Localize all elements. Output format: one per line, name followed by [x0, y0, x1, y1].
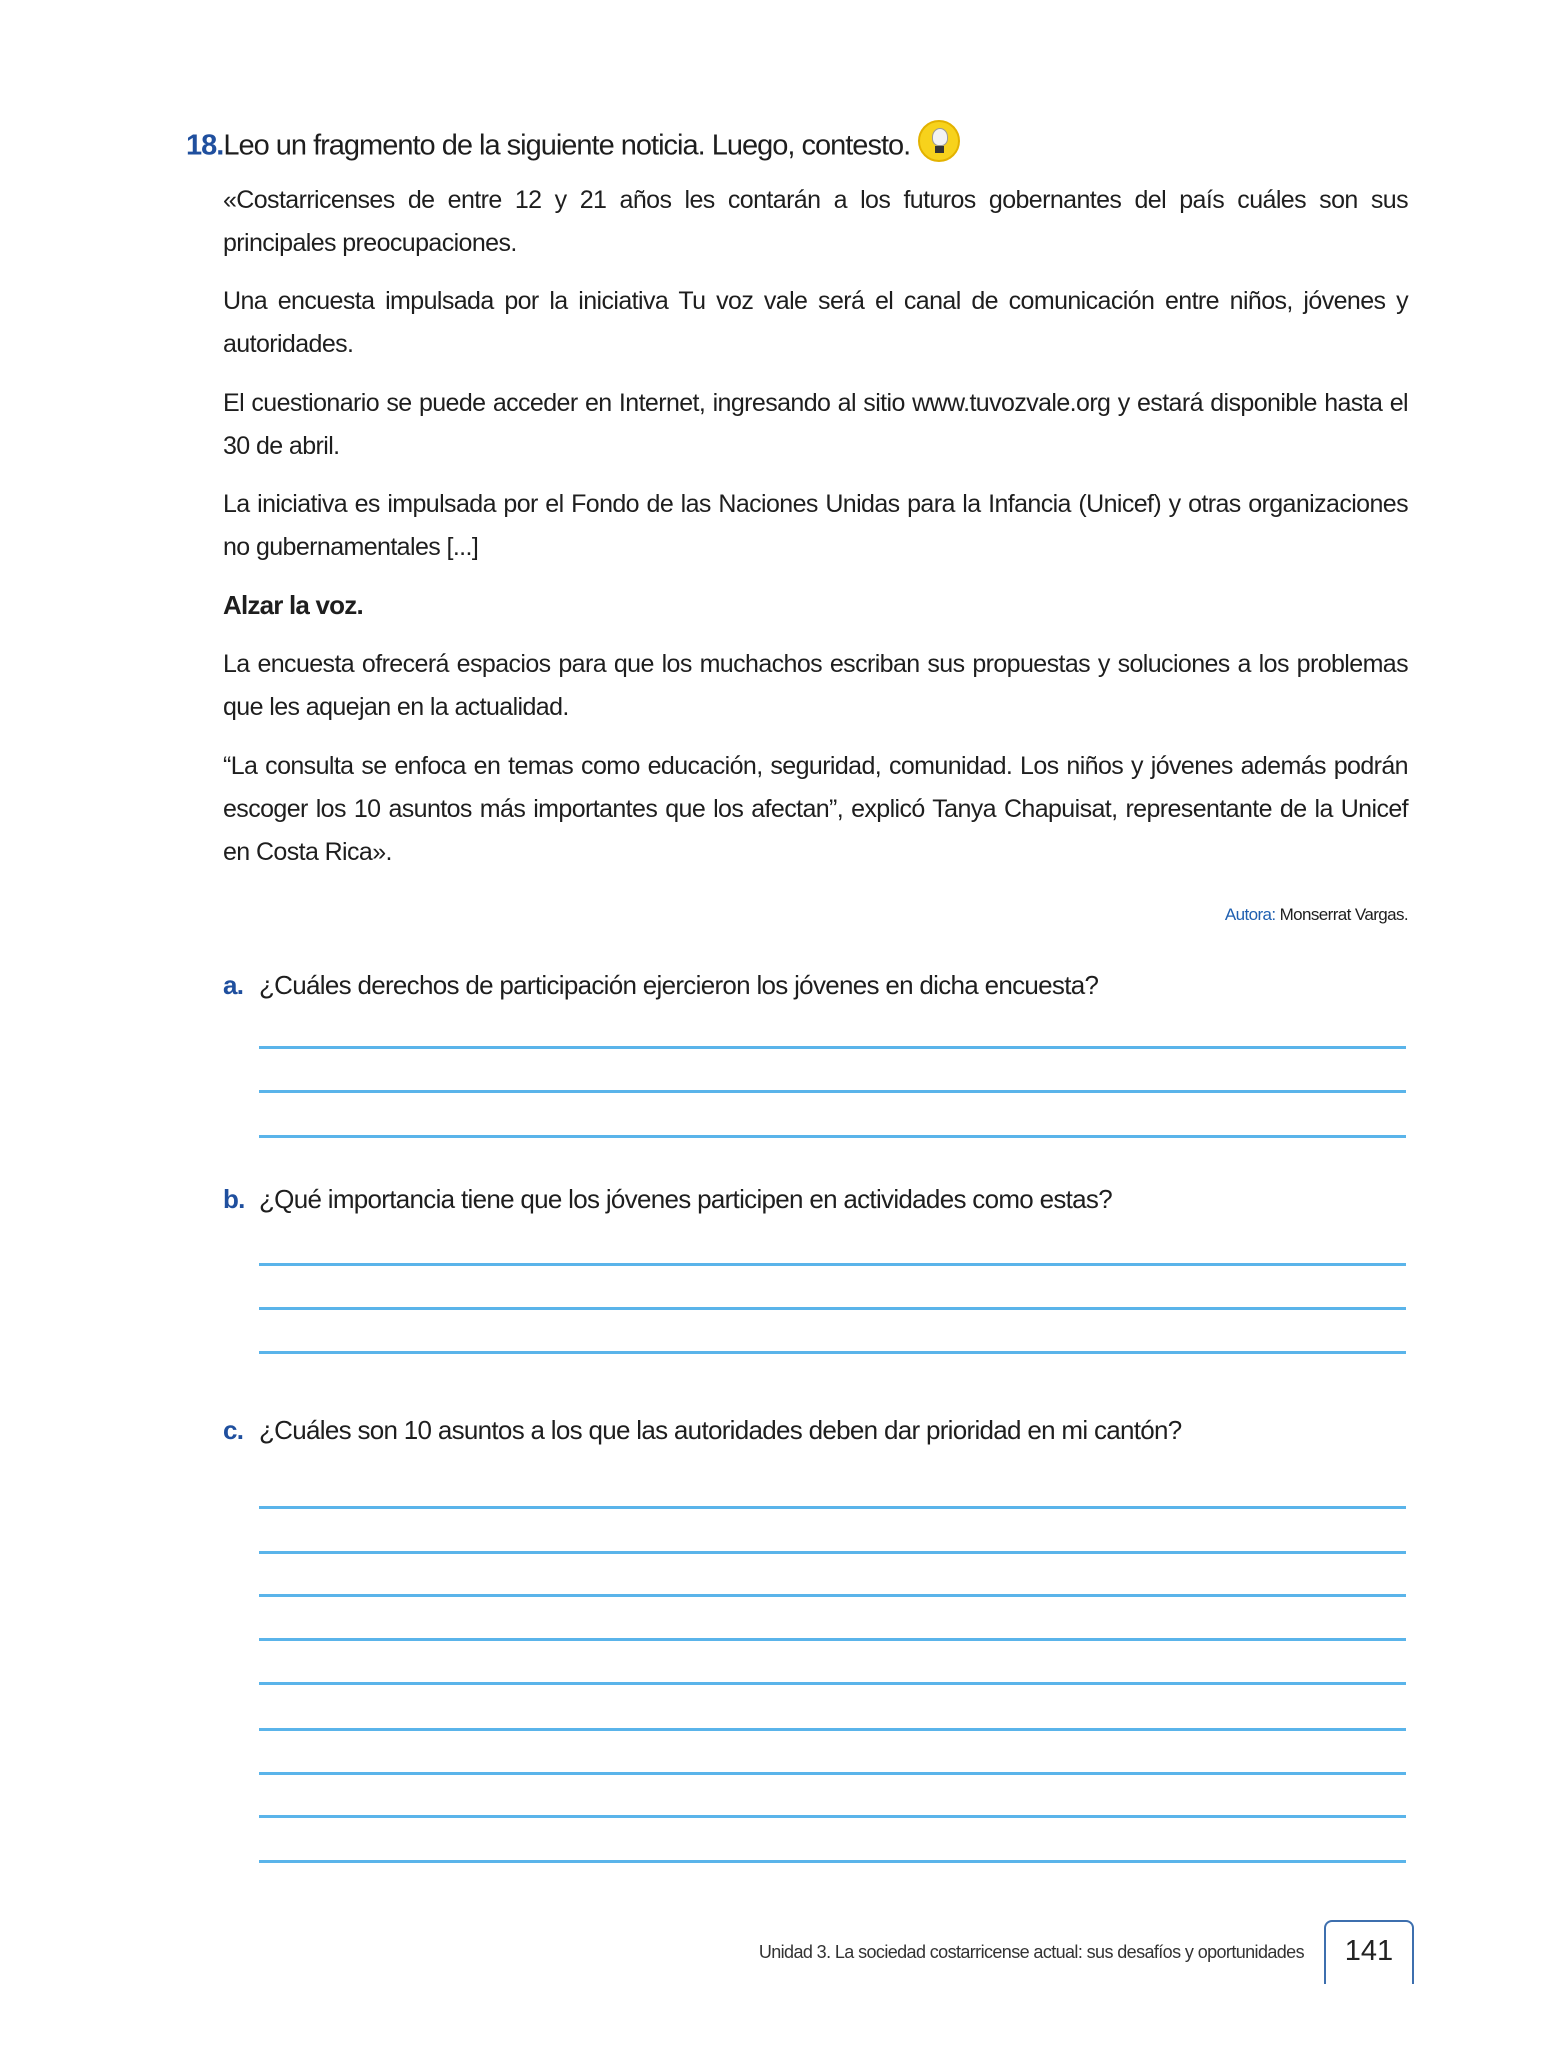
article-subheading: Alzar la voz.: [223, 590, 363, 620]
answer-line[interactable]: [259, 1506, 1406, 1509]
article-paragraph: “La consulta se enfoca en temas como educación, seguridad, comunidad. Los niños y jóvenes además podrán escoger los 10 asuntos más importantes que los afectan”, explicó Tanya Chapuisat, representante de la Unicef en Costa Rica».: [223, 752, 1408, 866]
question-letter: b.: [223, 1184, 245, 1214]
article-paragraph: La iniciativa es impulsada por el Fondo de las Naciones Unidas para la Infancia (Unicef) y otras organizaciones no gubernamentales [...]: [223, 490, 1408, 561]
page-number: 141: [1324, 1920, 1414, 1984]
question-b: [223, 1184, 1112, 1215]
answer-line[interactable]: [259, 1860, 1406, 1863]
article-paragraph: El cuestionario se puede acceder en Internet, ingresando al sitio www.tuvozvale.org y estará disponible hasta el 30 de abril.: [223, 389, 1408, 460]
answer-line[interactable]: [259, 1594, 1406, 1597]
question-c: [223, 1415, 1182, 1446]
question-text: ¿Qué importancia tiene que los jóvenes participen en actividades como estas?: [259, 1184, 1112, 1214]
lightbulb-icon: [918, 120, 960, 162]
answer-line[interactable]: [259, 1046, 1406, 1049]
article-paragraph: La encuesta ofrecerá espacios para que los muchachos escriban sus propuestas y soluciones a los problemas que les aquejan en la actualidad.: [223, 650, 1408, 721]
exercise-instruction: Leo un fragmento de la siguiente noticia. Luego, contesto.: [223, 129, 911, 162]
article-paragraph: Una encuesta impulsada por la iniciativa Tu voz vale será el canal de comunicación entre niños, jóvenes y autoridades.: [223, 287, 1408, 358]
article-author: [1225, 905, 1408, 925]
exercise-heading: [186, 126, 960, 168]
question-text: ¿Cuáles son 10 asuntos a los que las autoridades deben dar prioridad en mi cantón?: [259, 1415, 1182, 1445]
answer-line[interactable]: [259, 1551, 1406, 1554]
exercise-number: 18.: [186, 129, 224, 162]
author-label: Autora:: [1224, 905, 1276, 924]
question-a: [223, 970, 1098, 1001]
question-text: ¿Cuáles derechos de participación ejercieron los jóvenes en dicha encuesta?: [259, 970, 1099, 1000]
author-name: Monserrat Vargas.: [1279, 905, 1408, 924]
answer-line[interactable]: [259, 1351, 1406, 1354]
answer-line[interactable]: [259, 1638, 1406, 1641]
answer-line[interactable]: [259, 1772, 1406, 1775]
article-paragraph: «Costarricenses de entre 12 y 21 años les contarán a los futuros gobernantes del país cuáles son sus principales preocupaciones.: [223, 186, 1408, 257]
answer-line[interactable]: [259, 1090, 1406, 1093]
answer-line[interactable]: [259, 1815, 1406, 1818]
question-letter: c.: [223, 1415, 244, 1445]
question-letter: a.: [223, 970, 244, 1000]
footer-unit-title: Unidad 3. La sociedad costarricense actual: sus desafíos y oportunidades: [758, 1942, 1304, 1962]
answer-line[interactable]: [259, 1728, 1406, 1731]
answer-line[interactable]: [259, 1682, 1406, 1685]
answer-line[interactable]: [259, 1135, 1406, 1138]
answer-line[interactable]: [259, 1307, 1406, 1310]
answer-line[interactable]: [259, 1263, 1406, 1266]
